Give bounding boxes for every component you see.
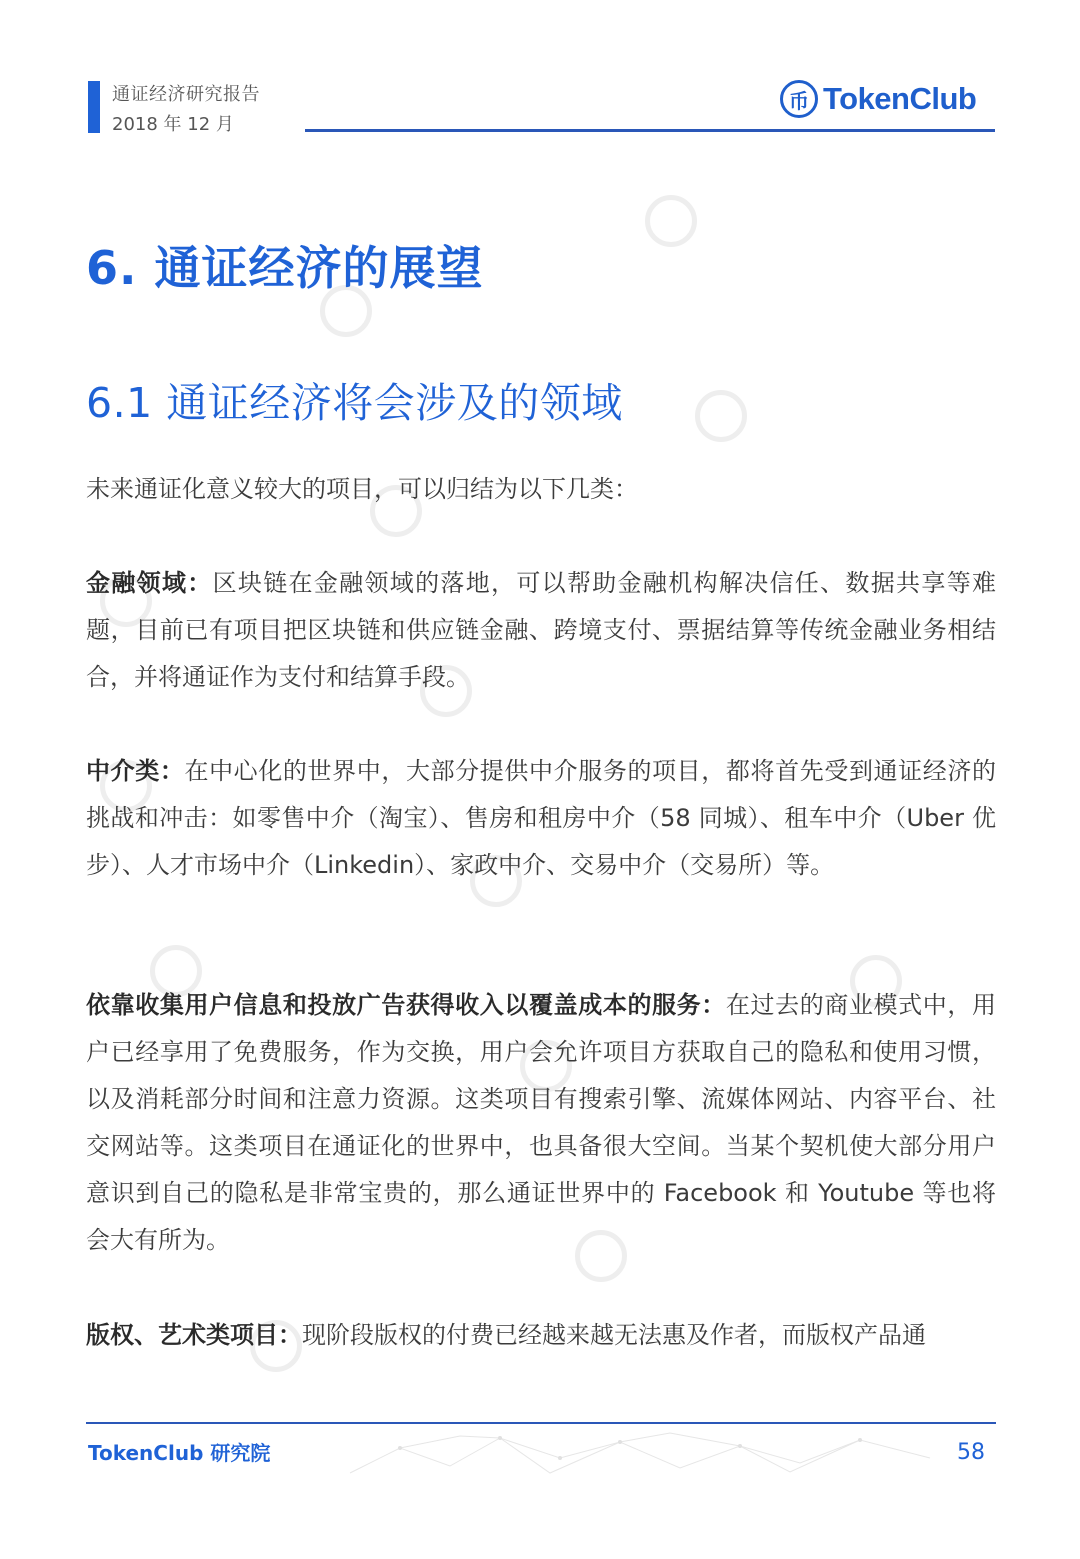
report-date: 2018 年 12 月	[112, 114, 234, 135]
chapter-heading: 6. 通证经济的展望	[86, 241, 484, 295]
watermark-logo-icon	[645, 195, 697, 247]
paragraph-text: 区块链在金融领域的落地，可以帮助金融机构解决信任、数据共享等难题，目前已有项目把区块链和供应链金融、跨境支付、票据结算等传统金融业务相结合，并将通证作为支付和结算手段。	[86, 569, 997, 691]
paragraph-text: 现阶段版权的付费已经越来越无法惠及作者，而版权产品通	[302, 1321, 926, 1349]
section-heading: 6.1 通证经济将会涉及的领域	[86, 379, 623, 427]
paragraph-finance	[86, 560, 996, 701]
tokenclub-logo-icon: 币	[780, 80, 818, 118]
paragraph-label: 版权、艺术类项目：	[86, 1321, 302, 1349]
paragraph-text: 在过去的商业模式中，用户已经享用了免费服务，作为交换，用户会允许项目方获取自己的隐私和使用习惯，以及消耗部分时间和注意力资源。这类项目有搜索引擎、流媒体网站、内容平台、社交网站等。这类项目在通证化的世界中，也具备很大空间。当某个契机使大部分用户意识到自己的隐私是非常宝贵的，那么通证世界中的 Facebook 和 Youtube 等也将会大有所为。	[86, 991, 997, 1254]
paragraph-label: 金融领域：	[86, 569, 213, 597]
paragraph-copyright	[86, 1312, 996, 1359]
paragraph-intermediary	[86, 748, 996, 889]
paragraph-text: 在中心化的世界中，大部分提供中介服务的项目，都将首先受到通证经济的挑战和冲击：如零售中介（淘宝）、售房和租房中介（58 同城）、租车中介（Uber 优步）、人才市场中介（Linkedin）、家政中介、交易中介（交易所）等。	[86, 757, 997, 879]
report-title: 通证经济研究报告	[112, 84, 260, 105]
paragraph-label: 中介类：	[86, 757, 185, 785]
page-number: 58	[957, 1440, 985, 1465]
tokenclub-logo	[780, 80, 976, 118]
header-accent-bar	[88, 81, 100, 133]
header-rule	[305, 129, 995, 132]
logo-text: TokenClub	[823, 81, 977, 116]
paragraph-label: 依靠收集用户信息和投放广告获得收入以覆盖成本的服务：	[86, 991, 726, 1019]
paragraph-ad-services	[86, 982, 996, 1264]
footer-network-decoration	[340, 1428, 940, 1478]
watermark-logo-icon	[695, 390, 747, 442]
footer-org: TokenClub 研究院	[88, 1441, 271, 1465]
footer-rule	[86, 1422, 996, 1424]
intro-paragraph: 未来通证化意义较大的项目，可以归结为以下几类：	[86, 475, 638, 503]
